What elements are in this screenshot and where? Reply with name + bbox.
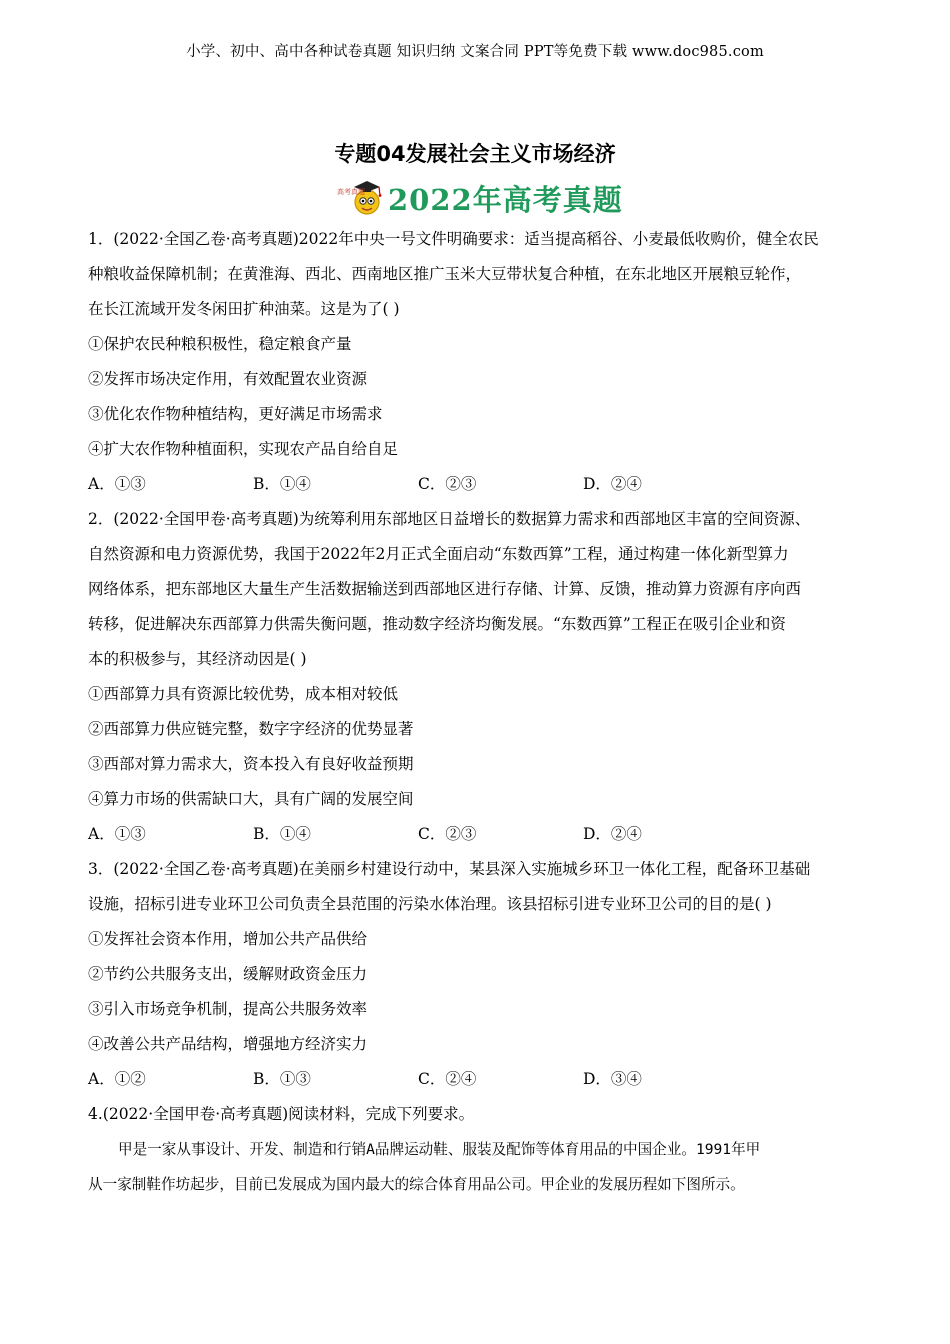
statement-item: ①保护农民种粮积极性，稳定粮食产量	[88, 335, 352, 353]
option-d: D．②④	[583, 825, 642, 843]
option-a: A．①②	[88, 1070, 146, 1088]
page-header: 小学、初中、高中各种试卷真题 知识归纳 文案合同 PPT等免费下载 www.doc985.com	[186, 44, 764, 60]
statement-item: ①发挥社会资本作用，增加公共产品供给	[88, 930, 368, 948]
option-a: A．①③	[88, 825, 146, 843]
question-stem-line: 转移，促进解决东西部算力供需失衡问题，推动数字经济均衡发展。“东数西算”工程正在吸引企业和资	[88, 615, 786, 633]
option-b: B．①③	[253, 1070, 311, 1088]
question-stem-line: 在长江流域开发冬闲田扩种油菜。这是为了( )	[88, 300, 400, 318]
option-d: D．③④	[583, 1070, 642, 1088]
statement-item: ④算力市场的供需缺口大，具有广阔的发展空间	[88, 790, 414, 808]
statement-item: ③西部对算力需求大，资本投入有良好收益预期	[88, 755, 414, 773]
statement-item: ④改善公共产品结构，增强地方经济实力	[88, 1035, 368, 1053]
answer-options	[88, 1062, 864, 1097]
question-stem-line: 1．(2022·全国乙卷·高考真题)2022年中央一号文件明确要求：适当提高稻谷、小麦最低收购价，健全农民	[88, 230, 819, 248]
section-banner	[336, 176, 623, 220]
question-2	[88, 502, 864, 852]
question-stem-line: 网络体系，把东部地区大量生产生活数据输送到西部地区进行存储、计算、反馈，推动算力资源有序向西	[88, 580, 802, 598]
statement-item: ③引入市场竞争机制，提高公共服务效率	[88, 1000, 368, 1018]
option-b: B．①④	[253, 825, 311, 843]
option-d: D．②④	[583, 475, 642, 493]
statement-item: ②节约公共服务支出，缓解财政资金压力	[88, 965, 368, 983]
mascot-label: 高考真题	[337, 188, 365, 196]
statement-item: ②西部算力供应链完整，数字字经济的优势显著	[88, 720, 414, 738]
question-3	[88, 852, 864, 1097]
question-stem-line: 2．(2022·全国甲卷·高考真题)为统筹利用东部地区日益增长的数据算力需求和西部地区丰富的空间资源、	[88, 510, 811, 528]
page-title: 专题04发展社会主义市场经济	[334, 142, 616, 166]
statement-item: ①西部算力具有资源比较优势，成本相对较低	[88, 685, 399, 703]
question-1	[88, 222, 864, 502]
question-stem-line: 本的积极参与，其经济动因是( )	[88, 650, 307, 668]
statement-item: ③优化农作物种植结构，更好满足市场需求	[88, 405, 383, 423]
option-a: A．①③	[88, 475, 146, 493]
mascot-icon	[336, 178, 384, 218]
material-paragraph-line: 从一家制鞋作坊起步，目前已发展成为国内最大的综合体育用品公司。甲企业的发展历程如下图所示。	[88, 1176, 745, 1193]
statement-item: ④扩大农作物种植面积，实现农产品自给自足	[88, 440, 399, 458]
answer-options	[88, 467, 864, 502]
material-paragraph-line: 甲是一家从事设计、开发、制造和行销A品牌运动鞋、服装及配饰等体育用品的中国企业。1991年甲	[118, 1141, 761, 1158]
question-stem-line: 设施，招标引进专业环卫公司负责全县范围的污染水体治理。该县招标引进专业环卫公司的目的是( )	[88, 895, 772, 913]
question-4	[88, 1097, 864, 1202]
question-stem-line: 种粮收益保障机制；在黄淮海、西北、西南地区推广玉米大豆带状复合种植，在东北地区开展粮豆轮作，	[88, 265, 802, 283]
answer-options	[88, 817, 864, 852]
question-list	[88, 222, 864, 1202]
question-stem-line: 4.(2022·全国甲卷·高考真题)阅读材料，完成下列要求。	[88, 1105, 475, 1123]
statement-item: ②发挥市场决定作用，有效配置农业资源	[88, 370, 368, 388]
option-c: C．②③	[418, 825, 477, 843]
banner-title: 2022年高考真题	[388, 182, 623, 217]
option-c: C．②③	[418, 475, 477, 493]
option-b: B．①④	[253, 475, 311, 493]
option-c: C．②④	[418, 1070, 477, 1088]
question-stem-line: 3．(2022·全国乙卷·高考真题)在美丽乡村建设行动中，某县深入实施城乡环卫一体化工程，配备环卫基础	[88, 860, 811, 878]
question-stem-line: 自然资源和电力资源优势，我国于2022年2月正式全面启动“东数西算”工程，通过构建一体化新型算力	[88, 545, 789, 563]
